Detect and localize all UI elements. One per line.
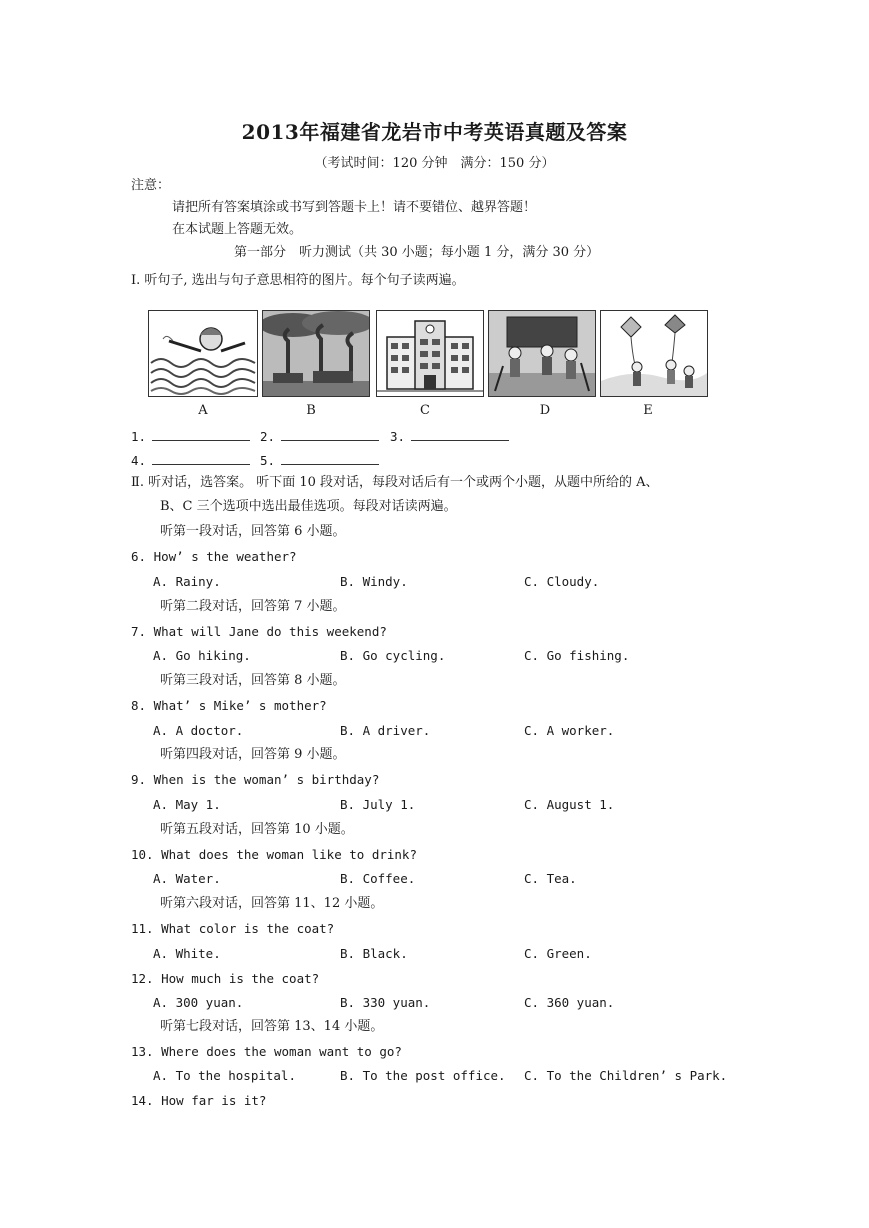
option-c[interactable]: C. To the Children’ s Park. <box>524 1068 728 1083</box>
part1-heading: 第一部分 听力测试（共 30 小题；每小题 1 分，满分 30 分） <box>234 245 600 260</box>
option-b[interactable]: B. 330 yuan. <box>340 995 431 1010</box>
dialogue-intro: 听第六段对话，回答第 11、12 小题。 <box>160 896 384 911</box>
question-text: 6. How’ s the weather? <box>131 549 297 564</box>
answer-blank-1[interactable]: 1. <box>131 428 250 444</box>
picture-b <box>262 310 370 397</box>
exam-info: （考试时间：120 分钟 满分：150 分） <box>314 156 555 171</box>
option-b[interactable]: B. Go cycling. <box>340 648 446 663</box>
picture-d <box>488 310 596 397</box>
option-c[interactable]: C. August 1. <box>524 797 615 812</box>
dialogue-intro: 听第七段对话，回答第 13、14 小题。 <box>160 1019 384 1034</box>
option-a[interactable]: A. Water. <box>153 871 221 886</box>
picture-c <box>376 310 484 397</box>
kite-flying-icon <box>601 311 707 396</box>
option-b[interactable]: B. Coffee. <box>340 871 416 886</box>
question-text: 14. How far is it? <box>131 1093 267 1108</box>
notice-line-2: 在本试题上答题无效。 <box>172 222 303 237</box>
section2-instruction-1: Ⅱ. 听对话，选答案。 听下面 10 段对话，每段对话后有一个或两个小题，从题中所给的 A、 <box>131 475 659 490</box>
answer-blank-3[interactable]: 3. <box>390 428 509 444</box>
question-text: 10. What does the woman like to drink? <box>131 847 417 862</box>
option-b[interactable]: B. A driver. <box>340 723 431 738</box>
answer-blank-2[interactable]: 2. <box>260 428 379 444</box>
section2-instruction-2: B、C 三个选项中选出最佳选项。每段对话读两遍。 <box>160 499 457 514</box>
classroom-cleaning-icon <box>489 311 595 396</box>
option-b[interactable]: B. To the post office. <box>340 1068 506 1083</box>
picture-label-b: B <box>306 403 316 418</box>
notice-label: 注意： <box>131 178 171 193</box>
option-a[interactable]: A. White. <box>153 946 221 961</box>
picture-label-a: A <box>198 403 208 418</box>
section1-instruction: Ⅰ. 听句子, 选出与句子意思相符的图片。每个句子读两遍。 <box>131 273 465 288</box>
option-c[interactable]: C. Cloudy. <box>524 574 600 589</box>
option-a[interactable]: A. Rainy. <box>153 574 221 589</box>
question-text: 12. How much is the coat? <box>131 971 320 986</box>
option-c[interactable]: C. Green. <box>524 946 592 961</box>
option-b[interactable]: B. Black. <box>340 946 408 961</box>
answer-blank-4[interactable]: 4. <box>131 452 250 468</box>
option-a[interactable]: A. Go hiking. <box>153 648 251 663</box>
question-text: 13. Where does the woman want to go? <box>131 1044 402 1059</box>
option-a[interactable]: A. May 1. <box>153 797 221 812</box>
dialogue-intro: 听第一段对话，回答第 6 小题。 <box>160 524 346 539</box>
picture-label-c: C <box>420 403 430 418</box>
dialogue-intro: 听第五段对话，回答第 10 小题。 <box>160 822 354 837</box>
notice-line-1: 请把所有答案填涂或书写到答题卡上！请不要错位、越界答题！ <box>172 200 537 215</box>
option-c[interactable]: C. Tea. <box>524 871 577 886</box>
picture-label-d: D <box>539 403 551 418</box>
option-b[interactable]: B. Windy. <box>340 574 408 589</box>
question-text: 9. When is the woman’ s birthday? <box>131 772 380 787</box>
picture-a <box>148 310 258 397</box>
option-a[interactable]: A. 300 yuan. <box>153 995 244 1010</box>
dialogue-intro: 听第四段对话，回答第 9 小题。 <box>160 747 346 762</box>
option-c[interactable]: C. A worker. <box>524 723 615 738</box>
factory-pollution-icon <box>263 311 369 396</box>
answer-blank-5[interactable]: 5. <box>260 452 379 468</box>
building-icon <box>377 311 483 396</box>
page-title: 2013年福建省龙岩市中考英语真题及答案 <box>241 120 628 144</box>
picture-label-e: E <box>643 403 653 418</box>
option-c[interactable]: C. 360 yuan. <box>524 995 615 1010</box>
dialogue-intro: 听第三段对话，回答第 8 小题。 <box>160 673 346 688</box>
option-a[interactable]: A. A doctor. <box>153 723 244 738</box>
swimming-icon <box>149 311 257 396</box>
question-text: 11. What color is the coat? <box>131 921 335 936</box>
dialogue-intro: 听第二段对话，回答第 7 小题。 <box>160 599 346 614</box>
option-b[interactable]: B. July 1. <box>340 797 416 812</box>
question-text: 8. What’ s Mike’ s mother? <box>131 698 327 713</box>
question-text: 7. What will Jane do this weekend? <box>131 624 387 639</box>
picture-e <box>600 310 708 397</box>
option-c[interactable]: C. Go fishing. <box>524 648 630 663</box>
option-a[interactable]: A. To the hospital. <box>153 1068 296 1083</box>
